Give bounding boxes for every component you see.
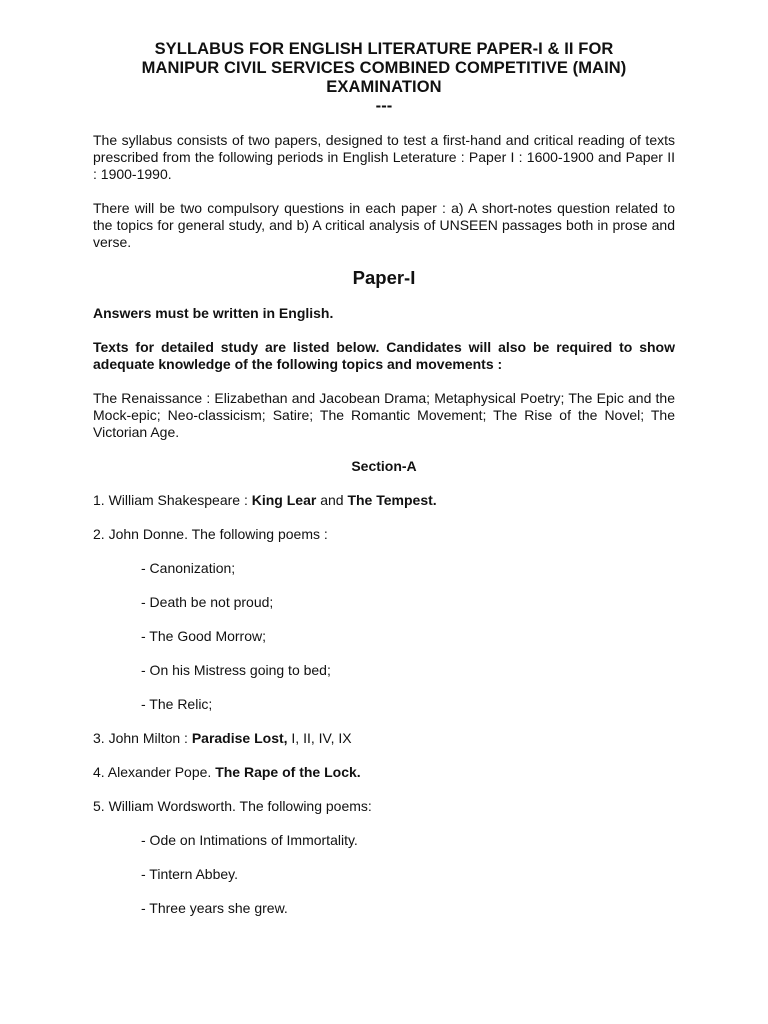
poem-item: - On his Mistress going to bed;	[141, 662, 331, 678]
item-prefix: 4. Alexander Pope.	[93, 764, 216, 780]
title-line-2: MANIPUR CIVIL SERVICES COMBINED COMPETITIVE (MAIN)	[141, 59, 627, 77]
work-title: The Rape of the Lock.	[215, 764, 361, 780]
document-title	[93, 40, 675, 116]
poem-item: - The Relic;	[141, 696, 213, 712]
title-line-1: SYLLABUS FOR ENGLISH LITERATURE PAPER-I & II FOR	[154, 40, 614, 58]
work-title: King Lear	[251, 492, 317, 508]
item-suffix: I, II, IV, IX	[287, 730, 352, 746]
work-title: Paradise Lost,	[191, 730, 288, 746]
title-separator: ---	[375, 97, 393, 115]
item-connector: and	[316, 492, 348, 508]
item-prefix: 1. William Shakespeare :	[93, 492, 252, 508]
title-line-3: EXAMINATION	[326, 78, 442, 96]
list-item-wordsworth: 5. William Wordsworth. The following poems:	[93, 798, 372, 814]
poem-item: - The Good Morrow;	[141, 628, 267, 644]
list-item-pope	[93, 764, 675, 781]
section-heading: Section-A	[351, 458, 417, 474]
paper-heading: Paper-I	[352, 267, 416, 288]
texts-note: Texts for detailed study are listed below. Candidates will also be required to show adequate knowledge of the following topics and movements :	[93, 339, 675, 372]
topics-paragraph: The Renaissance : Elizabethan and Jacobean Drama; Metaphysical Poetry; The Epic and the Mock-epic; Neo-classicism; Satire; The Romantic Movement; The Rise of the Novel; The Victorian Age.	[93, 390, 675, 440]
poem-item: - Three years she grew.	[141, 900, 288, 916]
poem-item: - Ode on Intimations of Immortality.	[141, 832, 358, 848]
intro-paragraph-1: The syllabus consists of two papers, designed to test a first-hand and critical reading of texts prescribed from the following periods in English Leterature : Paper I : 1600-1900 and Paper II : 1900-1990.	[93, 132, 675, 182]
list-item-milton	[93, 730, 675, 747]
intro-paragraph-2: There will be two compulsory questions in each paper : a) A short-notes question related to the topics for general study, and b) A critical analysis of UNSEEN passages both in prose and verse.	[93, 200, 675, 250]
poem-item: - Death be not proud;	[141, 594, 274, 610]
item-prefix: 3. John Milton :	[93, 730, 192, 746]
list-item-donne: 2. John Donne. The following poems :	[93, 526, 328, 542]
document-page	[93, 40, 675, 917]
work-title: The Tempest.	[347, 492, 437, 508]
list-item-shakespeare	[93, 492, 675, 509]
poem-item: - Tintern Abbey.	[141, 866, 239, 882]
poem-item: - Canonization;	[141, 560, 236, 576]
answers-note: Answers must be written in English.	[93, 305, 334, 321]
